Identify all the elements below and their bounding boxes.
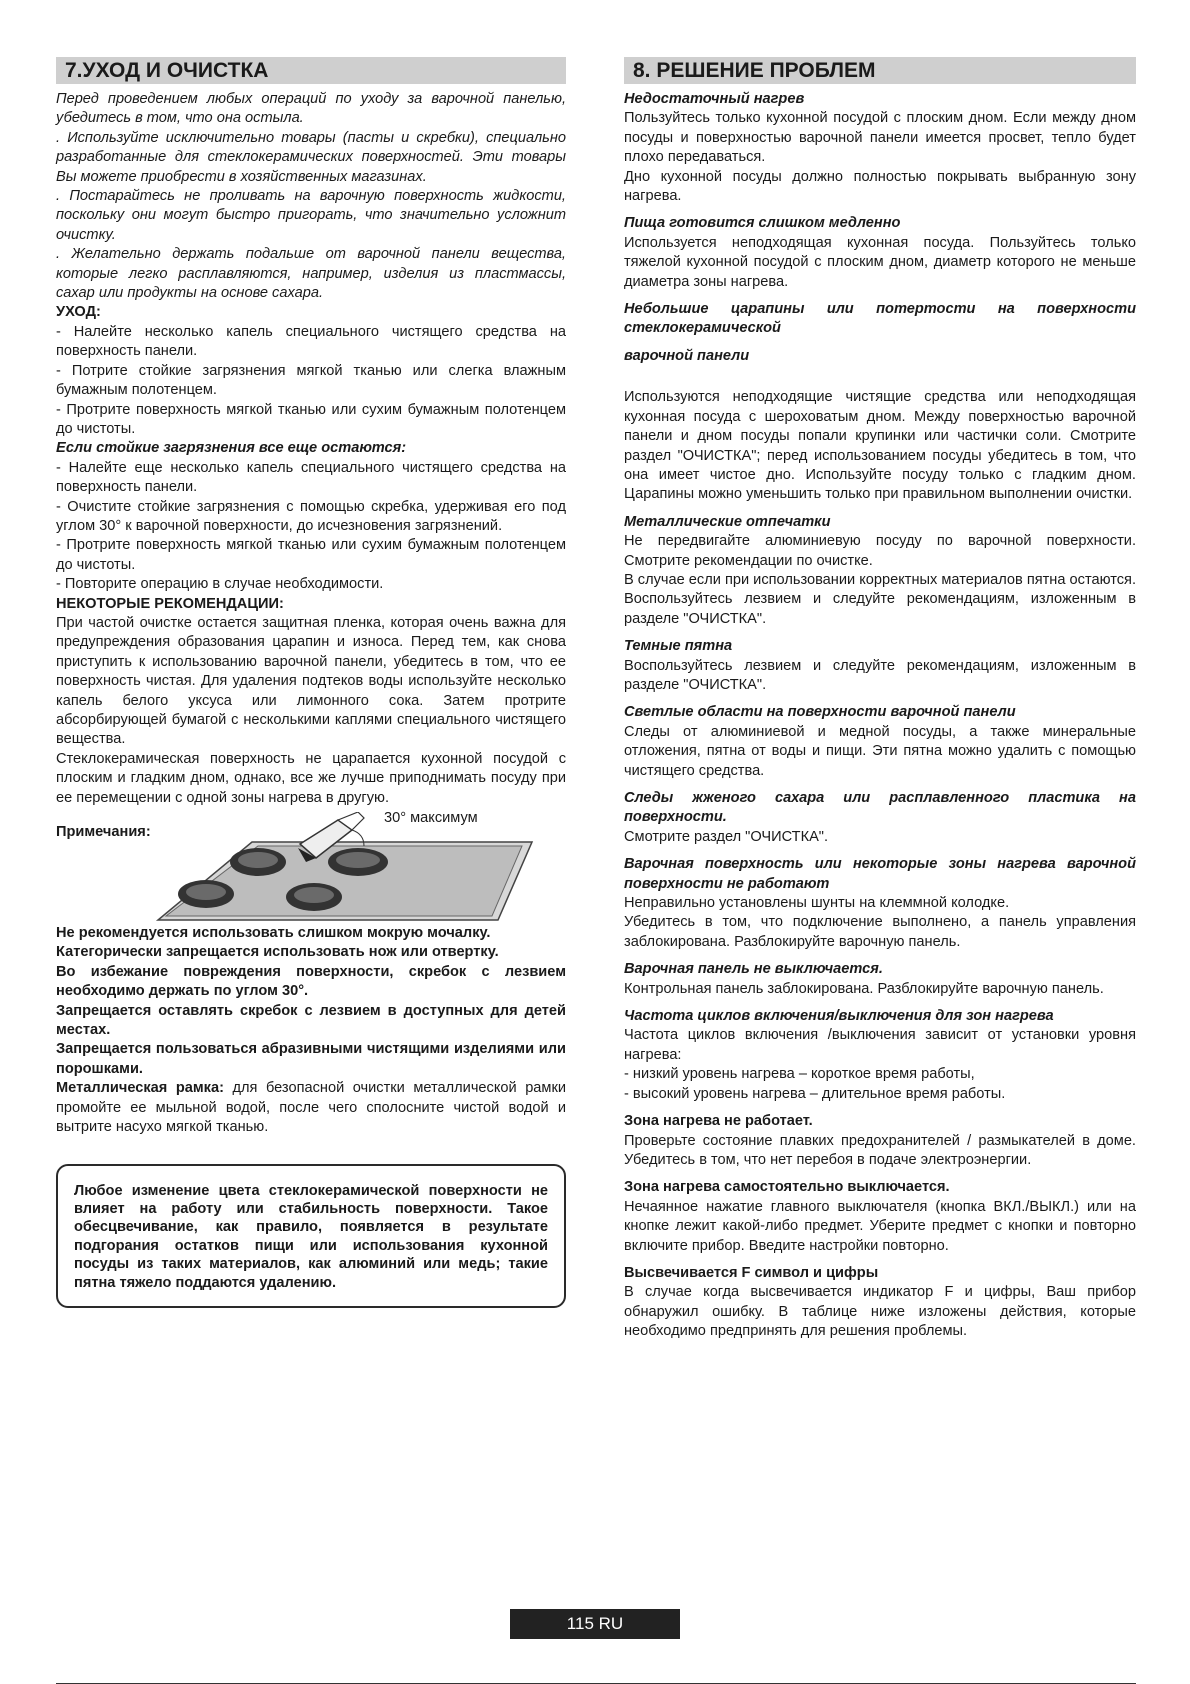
discoloration-note-box: Любое изменение цвета стеклокерамической поверхности не влияет на работу или стабильность поверхности. Такое обесцвечивание, как правило, появляется в результате подгорания остатков пищи или использования кухонной посуды из таких материалов, как алюминий или медь; такие пятна тяжело поддаются удалению. bbox=[56, 1164, 566, 1308]
trouble-title: Зона нагрева не работает. bbox=[624, 1113, 813, 1130]
trouble-title: Металлические отпечатки bbox=[624, 513, 831, 530]
stubborn-step: - Повторите операцию в случае необходимости. bbox=[56, 576, 384, 593]
metal-frame-label: Металлическая рамка: bbox=[56, 1080, 224, 1097]
trouble-title: Следы жженого сахара или расплавленного пластика на поверхности. bbox=[624, 790, 1136, 826]
stubborn-step: - Протрите поверхность мягкой тканью или сухим бумажным полотенцем до чистоты. bbox=[56, 537, 566, 573]
figure-note-label: Примечания: bbox=[56, 824, 151, 841]
intro-paragraph: . Используйте исключительно товары (пасты и скребки), специально разработанные для стеклокерамических поверхностей. Эти товары Вы можете приобрести в хозяйственных магазинах. bbox=[56, 129, 566, 185]
warning-line: Не рекомендуется использовать слишком мокрую мочалку. bbox=[56, 925, 491, 942]
trouble-title: Варочная поверхность или некоторые зоны нагрева варочной поверхности не работают bbox=[624, 856, 1136, 892]
trouble-title: Варочная панель не выключается. bbox=[624, 961, 883, 978]
trouble-text: В случае если при использовании корректных материалов пятна остаются. Воспользуйтесь лезвием и следуйте рекомендациям, изложенным в разделе "ОЧИСТКА". bbox=[624, 571, 1136, 627]
intro-paragraph: Перед проведением любых операций по уходу за варочной панелью, убедитесь в том, что она остыла. bbox=[56, 91, 566, 127]
stubborn-title: Если стойкие загрязнения все еще остаются: bbox=[56, 440, 407, 457]
trouble-text: Используется неподходящая кухонная посуда. Пользуйтесь только тяжелой кухонной посудой с плоским дном, диаметр которого не меньше диаметра зоны нагрева. bbox=[624, 234, 1136, 290]
trouble-text: В случае когда высвечивается индикатор F и цифры, Ваш прибор обнаружил ошибку. В таблице ниже изложены действия, которые необходимо предпринять для решения проблемы. bbox=[624, 1284, 1136, 1340]
recommendation-paragraph: Стеклокерамическая поверхность не царапается кухонной посудой с плоским и гладким дном, однако, все же лучше приподнимать посуду при ее перемещении с одной зоны нагрева в другую. bbox=[56, 750, 566, 806]
warning-line: Запрещается оставлять скребок с лезвием в доступных для детей местах. bbox=[56, 1002, 566, 1039]
trouble-text: Не передвигайте алюминиевую посуду по варочной поверхности. Смотрите рекомендации по очистке. bbox=[624, 533, 1136, 569]
trouble-text: Пользуйтесь только кухонной посудой с плоским дном. Если между дном посуды и поверхностью варочной панели имеется просвет, тепло будет плохо передаваться. bbox=[624, 110, 1136, 166]
trouble-text: Неправильно установлены шунты на клеммной колодке. bbox=[624, 895, 1010, 912]
care-step: - Потрите стойкие загрязнения мягкой тканью или слегка влажным бумажным полотенцем. bbox=[56, 362, 566, 399]
recommendations-title: НЕКОТОРЫЕ РЕКОМЕНДАЦИИ: bbox=[56, 595, 284, 612]
section-heading-care: 7.УХОД И ОЧИСТКА bbox=[56, 57, 566, 84]
figure-angle-label: 30° максимум bbox=[384, 810, 478, 827]
trouble-text: Контрольная панель заблокирована. Разблокируйте варочную панель. bbox=[624, 980, 1104, 997]
trouble-text: Воспользуйтесь лезвием и следуйте рекомендациям, изложенным в разделе "ОЧИСТКА". bbox=[624, 657, 1136, 693]
care-step: - Налейте несколько капель специального чистящего средства на поверхность панели. bbox=[56, 323, 566, 360]
section-care-cleaning bbox=[56, 57, 566, 1308]
trouble-text: Используются неподходящие чистящие средства или неподходящая кухонная посуда с шероховатым дном. Между поверхностью варочной панели и дном посуды попали крупинки или частички соли. Смотрите раздел "ОЧИСТКА"; перед использованием посуды убедитесь в том, что она имеет чистое дно. Используйте посуду только с гладким дном. Царапины можно уменьшить только при правильном выполнении очистки. bbox=[624, 389, 1136, 503]
section-troubleshooting bbox=[624, 57, 1136, 1342]
trouble-title: Светлые области на поверхности варочной панели bbox=[624, 704, 1016, 721]
trouble-text: Следы от алюминиевой и медной посуды, а также минеральные отложения, пятна от воды и пищи. Эти пятна можно удалить с помощью чистящего средства. bbox=[624, 723, 1136, 779]
trouble-text: Нечаянное нажатие главного выключателя (кнопка ВКЛ./ВЫКЛ.) или на кнопке лежит какой-либо предмет. Уберите предмет с кнопки и повторно включите прибор. Введите настройки повторно. bbox=[624, 1198, 1136, 1254]
spacer bbox=[624, 366, 1136, 388]
trouble-title: Зона нагрева самостоятельно выключается. bbox=[624, 1179, 950, 1196]
trouble-title: Темные пятна bbox=[624, 638, 733, 655]
warning-line: Запрещается пользоваться абразивными чистящими изделиями или порошками. bbox=[56, 1041, 566, 1077]
trouble-title: варочной панели bbox=[624, 347, 750, 364]
metal-frame-text: для безопасной очистки металлической рамки промойте ее мыльной водой, после чего сполосните чистой водой и вытрите насухо мягкой тканью. bbox=[56, 1080, 566, 1136]
trouble-list bbox=[624, 90, 1136, 1104]
care-step: - Протрите поверхность мягкой тканью или сухим бумажным полотенцем до чистоты. bbox=[56, 401, 566, 437]
stubborn-step: - Налейте еще несколько капель специального чистящего средства на поверхность панели. bbox=[56, 459, 566, 496]
trouble-text: Смотрите раздел "ОЧИСТКА". bbox=[624, 828, 829, 845]
trouble-title: Высвечивается F символ и цифры bbox=[624, 1264, 879, 1281]
section-heading-troubleshooting: 8. РЕШЕНИЕ ПРОБЛЕМ bbox=[624, 57, 1136, 84]
trouble-list-bold bbox=[624, 1112, 1136, 1341]
trouble-title: Небольшие царапины или потертости на поверхности стеклокерамической bbox=[624, 301, 1136, 337]
trouble-text: Частота циклов включения /выключения зависит от установки уровня нагрева: bbox=[624, 1027, 1136, 1063]
trouble-text: - низкий уровень нагрева – короткое время работы, bbox=[624, 1066, 975, 1083]
care-title: УХОД: bbox=[56, 304, 101, 321]
trouble-text: Убедитесь в том, что подключение выполнено, а панель управления заблокирована. Разблокируйте варочную панель. bbox=[624, 914, 1136, 950]
trouble-title: Пища готовится слишком медленно bbox=[624, 215, 901, 232]
trouble-title: Недостаточный нагрев bbox=[624, 91, 805, 107]
stubborn-step: - Очистите стойкие загрязнения с помощью скребка, удерживая его под углом 30° к варочной поверхности, до исчезновения загрязнений. bbox=[56, 498, 566, 534]
metal-frame-paragraph bbox=[56, 1079, 566, 1137]
warning-line: Во избежание повреждения поверхности, скребок с лезвием необходимо держать по углом 30°. bbox=[56, 963, 566, 1000]
recommendation-paragraph: При частой очистке остается защитная пленка, которая очень важна для предупреждения образования царапин и износа. Перед тем, как снова приступить к использованию варочной панели, убедитесь в том, что ее поверхность чистая. Для удаления подтеков воды используйте несколько капель белого уксуса или лимонного сока. Затем протрите абсорбирующей бумагой с несколькими каплями специального чистящего вещества. bbox=[56, 614, 566, 748]
warning-line: Категорически запрещается использовать нож или отвертку. bbox=[56, 944, 499, 961]
intro-paragraph: . Желательно держать подальше от варочной панели вещества, которые легко расплавляются, например, изделия из пластмассы, сахар или продукты на основе сахара. bbox=[56, 246, 566, 302]
intro-paragraph: . Постарайтесь не проливать на варочную поверхность жидкости, поскольку они могут быстро пригорать, что значительно усложнит очистку. bbox=[56, 188, 566, 243]
trouble-text: Проверьте состояние плавких предохранителей / размыкателей в доме. Убедитесь в том, что нет перебоя в подаче электроэнергии. bbox=[624, 1132, 1136, 1168]
scraper-figure bbox=[56, 812, 566, 924]
trouble-text: Дно кухонной посуды должно полностью покрывать выбранную зону нагрева. bbox=[624, 168, 1136, 205]
hob-scraper-illustration bbox=[102, 812, 542, 924]
page-number: 115 RU bbox=[510, 1609, 680, 1639]
trouble-text: - высокий уровень нагрева – длительное время работы. bbox=[624, 1085, 1006, 1102]
trouble-title: Частота циклов включения/выключения для зон нагрева bbox=[624, 1008, 1054, 1025]
